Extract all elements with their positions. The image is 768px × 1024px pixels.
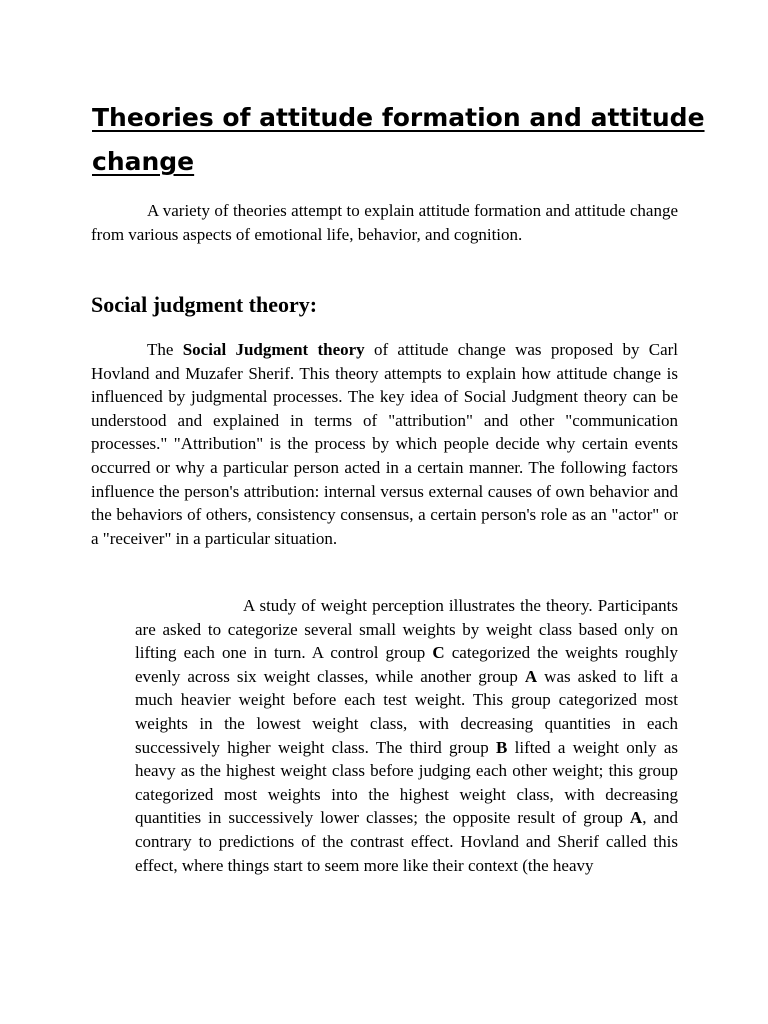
paragraph-text: The	[147, 340, 183, 359]
group-label-b: B	[496, 737, 508, 757]
paragraph-text: lifted a weight only as heavy as the highest weight class before judging each other weight; this group categorized most weights into the highest weight class, with decreasing quantities in successively lower classes; the opposite result of group	[135, 737, 678, 828]
group-label-a: A	[524, 666, 538, 686]
document-title: Theories of attitude formation and attitude change	[92, 103, 705, 176]
group-label-c: C	[432, 643, 445, 663]
intro-paragraph: A variety of theories attempt to explain attitude formation and attitude change from various aspects of emotional life, behavior, and cognition.	[91, 201, 678, 244]
weight-study-paragraph	[135, 594, 678, 877]
paragraph-text: categorized the weights roughly evenly across six weight classes, while another group	[135, 643, 679, 686]
paragraph-text: of attitude change was proposed by Carl Hovland and Muzafer Sherif. This theory attempts to explain how attitude change is influenced by judgmental processes. The key idea of Social Judgment theory can be understood and explained in terms of "attribution" and other "communication processes." "Attribution" is the process by which people decide why certain events occurred or why a particular person acted in a certain manner. The following factors influence the person's attribution: internal versus external causes of own behavior and the behaviors of others, consistency consensus, a certain person's role as an "actor" or a "receiver" in a particular situation.	[91, 340, 678, 548]
bold-term: Social Judgment theory	[182, 340, 365, 359]
group-label-a: A	[629, 808, 643, 828]
paragraph-text: A study of weight perception illustrates the theory. Participants are asked to categorize several small weights by weight class based only on lifting each one in turn. A control group	[135, 596, 678, 663]
social-judgment-paragraph	[91, 338, 678, 550]
section-heading: Social judgment theory:	[91, 292, 318, 317]
paragraph-text: , and contrary to predictions of the contrast effect. Hovland and Sherif called this effect, where things start to seem more like their context (the heavy	[135, 808, 678, 875]
paragraph-text: was asked to lift a much heavier weight before each test weight. This group categorized most weights in the lowest weight class, with decreasing quantities in each successively higher weight class. The third group	[135, 666, 678, 757]
